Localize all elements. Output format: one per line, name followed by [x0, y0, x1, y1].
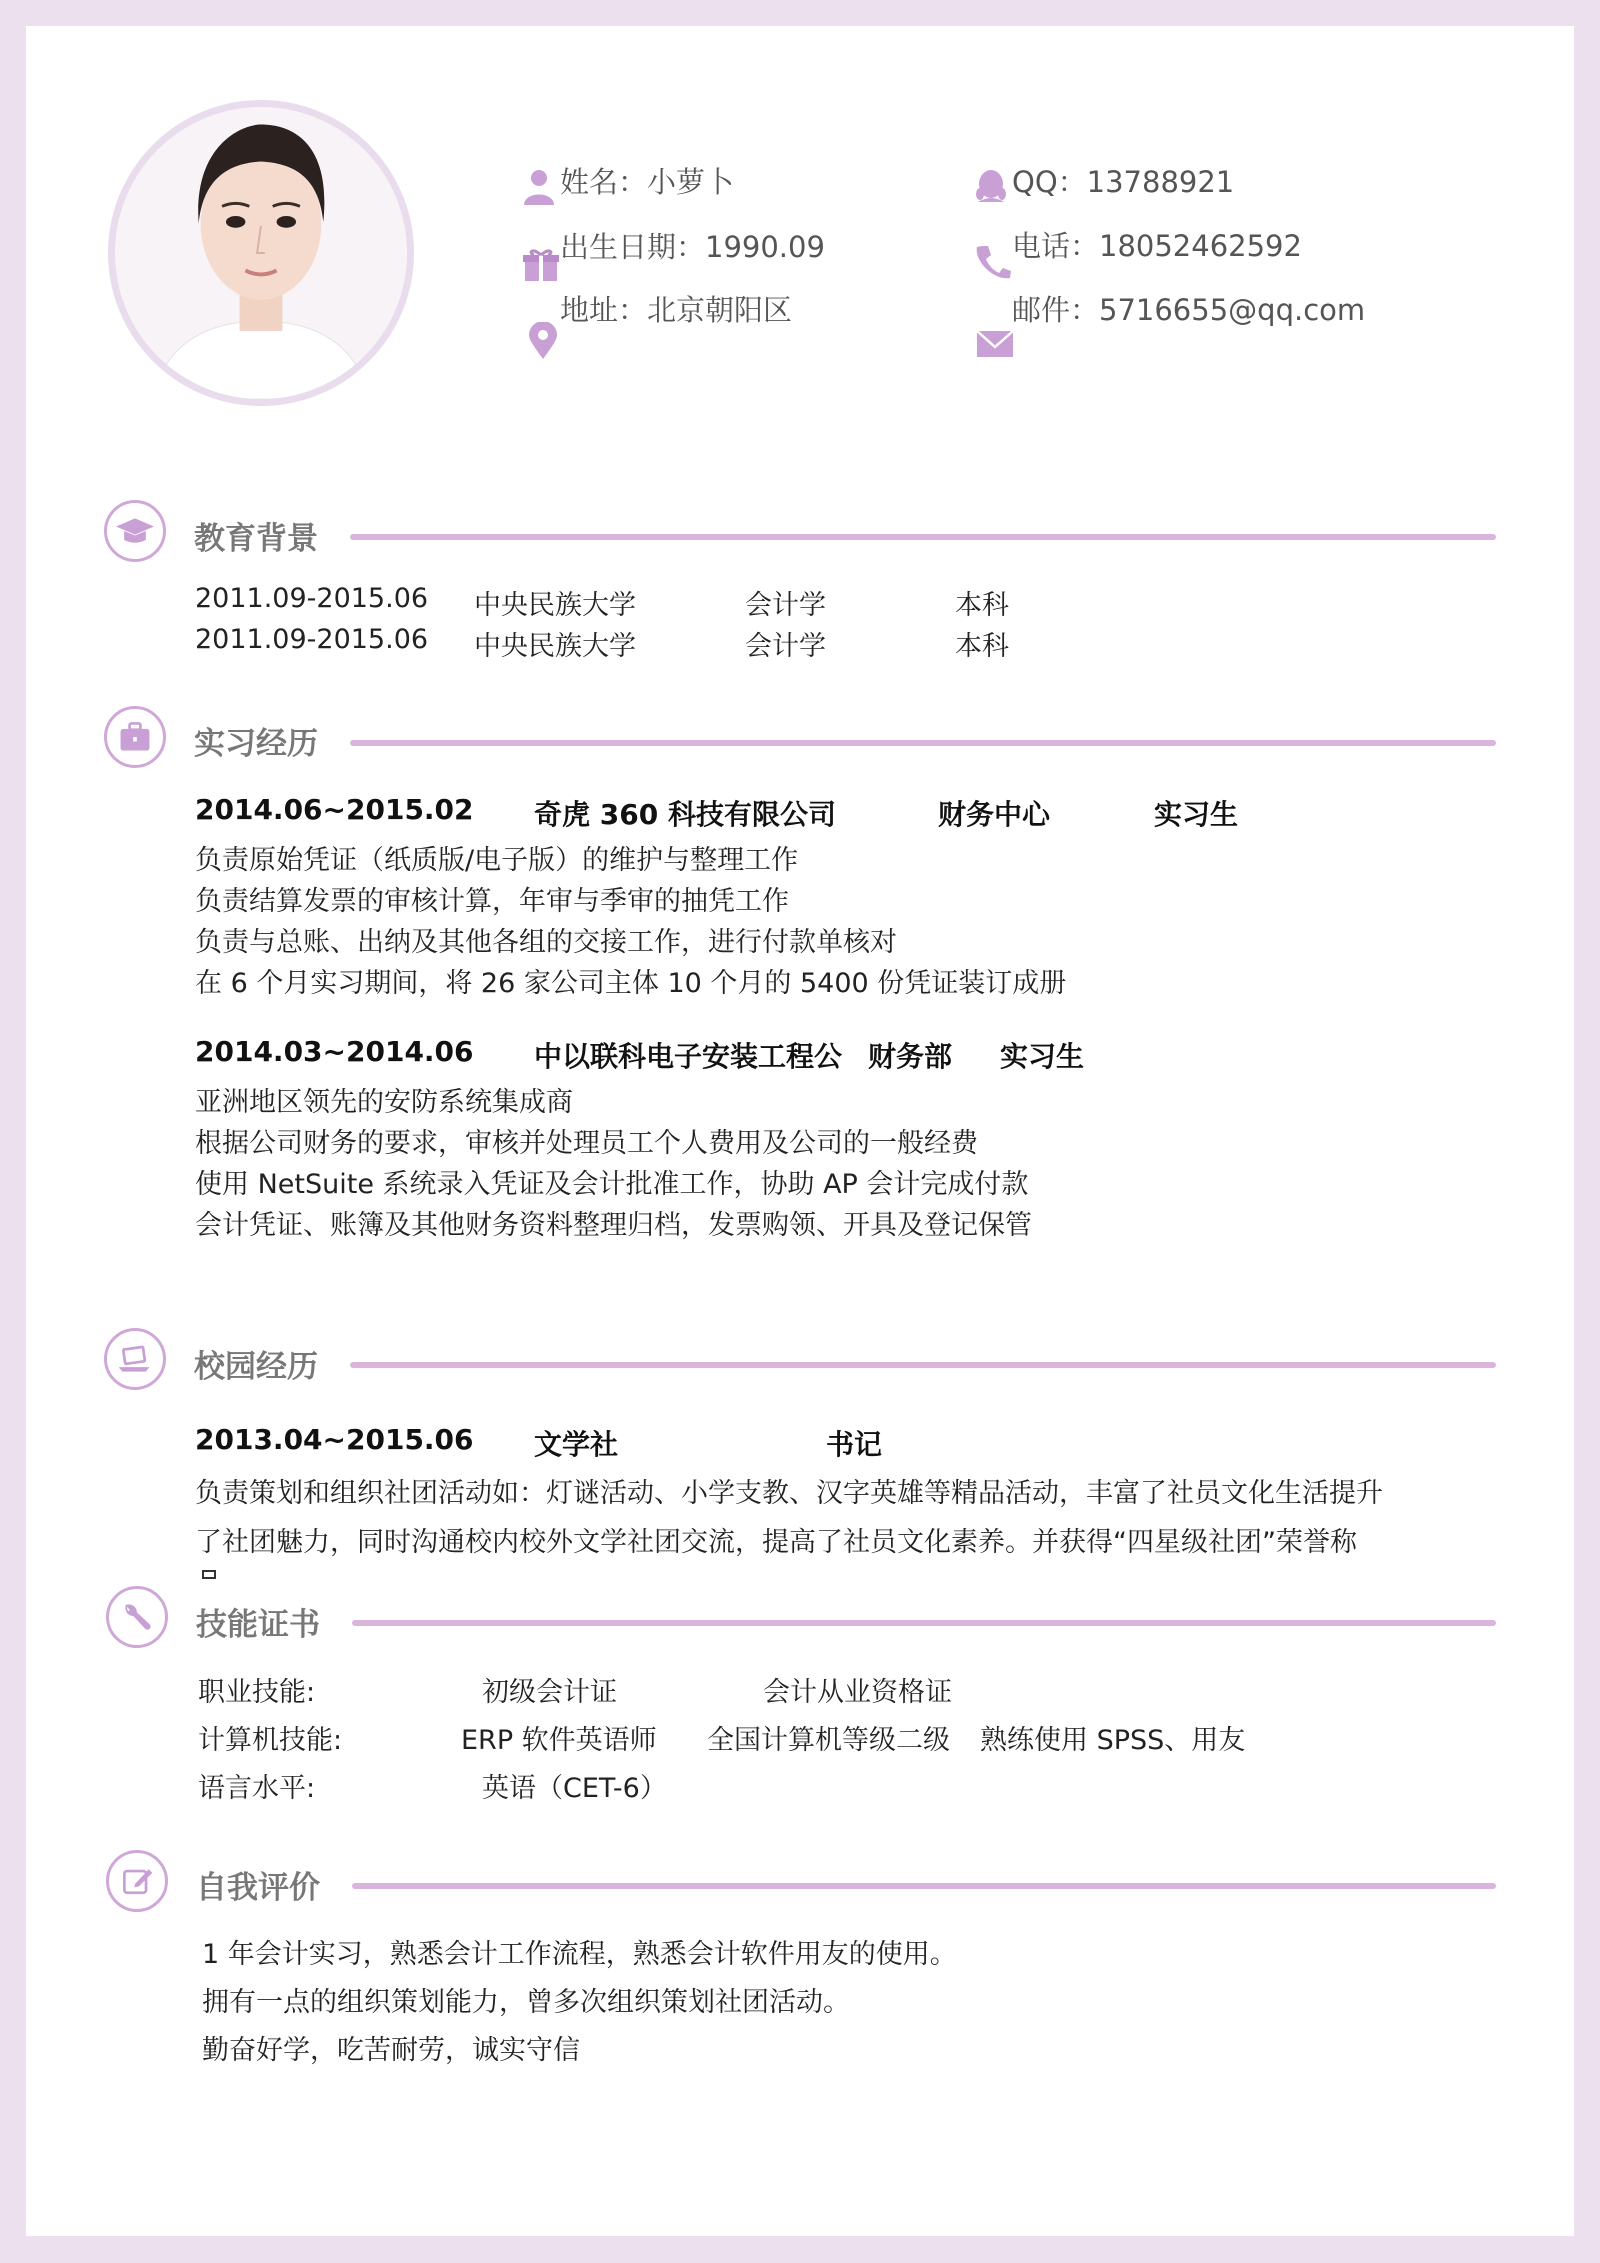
name-text: 姓名：小萝卜 — [560, 165, 735, 199]
section-divider — [350, 740, 1496, 746]
job-duty: 负责与总账、出纳及其他各组的交接工作，进行付款单核对 — [195, 927, 897, 958]
job-company: 中以联科电子安装工程公 — [534, 1040, 843, 1073]
qq-text: QQ：13788921 — [1012, 165, 1235, 199]
internship-title: 实习经历 — [194, 726, 318, 762]
job-duty: 使用 NetSuite 系统录入凭证及会计批准工作，协助 AP 会计完成付款 — [195, 1169, 1029, 1200]
portrait-image — [115, 107, 407, 399]
self-evaluation-line: 拥有一点的组织策划能力，曾多次组织策划社团活动。 — [202, 1987, 850, 2018]
campus-section-icon — [104, 1328, 166, 1390]
job-duty: 在 6 个月实习期间，将 26 家公司主体 10 个月的 5400 份凭证装订成册 — [195, 968, 1067, 999]
edu-degree: 本科 — [955, 590, 1009, 621]
campus-desc: 负责策划和组织社团活动如：灯谜活动、小学支教、汉字英雄等精品活动，丰富了社员文化生活提升 — [195, 1478, 1383, 1509]
self-evaluation-line: 1 年会计实习，熟悉会计工作流程，熟悉会计软件用友的使用。 — [202, 1939, 957, 1970]
edu-school: 中央民族大学 — [474, 590, 636, 621]
job-dept: 财务部 — [868, 1040, 953, 1073]
self-evaluation-line: 勤奋好学，吃苦耐劳，诚实守信 — [202, 2035, 580, 2066]
envelope-icon — [976, 325, 1014, 363]
job-date: 2014.03~2014.06 — [195, 1035, 474, 1068]
section-divider — [352, 1883, 1496, 1889]
section-divider — [350, 1362, 1496, 1368]
job-role: 实习生 — [1000, 1040, 1085, 1073]
skills-title: 技能证书 — [196, 1607, 320, 1643]
campus-org: 文学社 — [534, 1428, 619, 1461]
graduation-cap-icon — [107, 503, 163, 559]
placeholder-box-icon — [202, 1570, 216, 1579]
campus-desc: 了社团魅力，同时沟通校内校外文学社团交流，提高了社员文化素养。并获得“四星级社团”荣誉称 — [195, 1527, 1357, 1558]
phone-icon — [974, 243, 1012, 281]
job-dept: 财务中心 — [938, 798, 1051, 831]
internship-section-icon — [104, 706, 166, 768]
edu-major: 会计学 — [745, 631, 826, 662]
edu-degree: 本科 — [955, 631, 1009, 662]
edu-major: 会计学 — [745, 590, 826, 621]
profile-photo — [108, 100, 414, 406]
campus-title: 校园经历 — [194, 1349, 318, 1385]
gift-icon — [522, 245, 560, 283]
job-date: 2014.06~2015.02 — [195, 793, 474, 826]
job-duty: 根据公司财务的要求，审核并处理员工个人费用及公司的一般经费 — [195, 1128, 978, 1159]
self-evaluation-title: 自我评价 — [196, 1870, 320, 1906]
skill-item: 英语（CET-6） — [482, 1773, 667, 1804]
laptop-icon — [107, 1331, 163, 1387]
campus-role: 书记 — [826, 1428, 883, 1461]
education-section-icon — [104, 500, 166, 562]
edit-icon — [109, 1853, 165, 1909]
campus-date: 2013.04~2015.06 — [195, 1423, 474, 1456]
skill-label: 计算机技能: — [198, 1725, 343, 1756]
edu-date: 2011.09-2015.06 — [195, 583, 429, 614]
skill-item: 初级会计证 — [482, 1677, 617, 1708]
location-pin-icon — [524, 322, 562, 360]
self-evaluation-section-icon — [106, 1850, 168, 1912]
phone-text: 电话：18052462592 — [1012, 229, 1302, 263]
section-divider — [352, 1620, 1496, 1626]
job-duty: 会计凭证、账簿及其他财务资料整理归档，发票购领、开具及登记保管 — [195, 1210, 1032, 1241]
job-duty: 亚洲地区领先的安防系统集成商 — [195, 1087, 573, 1118]
job-role: 实习生 — [1154, 798, 1239, 831]
birth-text: 出生日期：1990.09 — [560, 230, 825, 264]
skill-item: 会计从业资格证 — [763, 1677, 952, 1708]
address-text: 地址：北京朝阳区 — [560, 293, 793, 327]
edu-school: 中央民族大学 — [474, 631, 636, 662]
job-duty: 负责结算发票的审核计算，年审与季审的抽凭工作 — [195, 886, 789, 917]
job-company: 奇虎 360 科技有限公司 — [534, 798, 836, 831]
education-title: 教育背景 — [194, 521, 318, 557]
skill-label: 职业技能: — [198, 1677, 316, 1708]
skill-item: 熟练使用 SPSS、用友 — [980, 1725, 1246, 1756]
skill-item: 全国计算机等级二级 — [707, 1725, 950, 1756]
qq-icon — [972, 168, 1010, 206]
email-text: 邮件：5716655@qq.com — [1012, 293, 1366, 327]
section-divider — [350, 534, 1496, 540]
job-duty: 负责原始凭证（纸质版/电子版）的维护与整理工作 — [195, 845, 799, 876]
skills-section-icon — [106, 1586, 168, 1648]
wrench-icon — [109, 1589, 165, 1645]
skill-label: 语言水平: — [198, 1773, 316, 1804]
person-icon — [520, 167, 558, 205]
briefcase-icon — [107, 709, 163, 765]
edu-date: 2011.09-2015.06 — [195, 624, 429, 655]
skill-item: ERP 软件英语师 — [461, 1725, 657, 1756]
